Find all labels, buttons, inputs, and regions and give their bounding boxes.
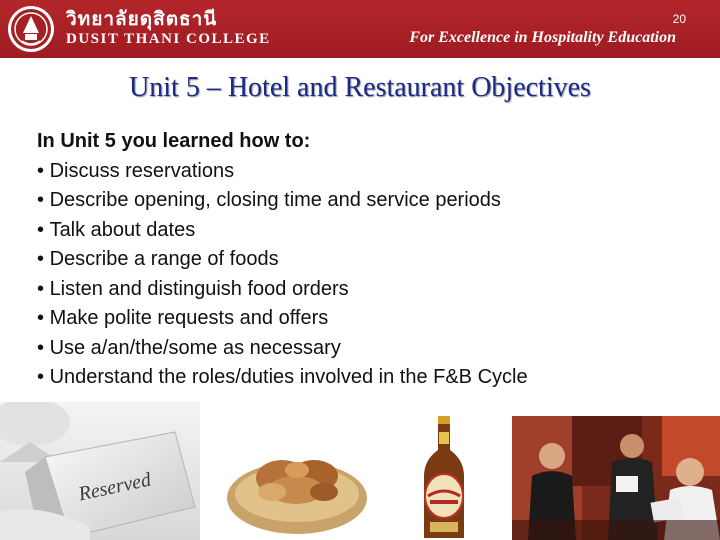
food-basket-photo	[222, 418, 372, 540]
beer-bottle-photo	[408, 414, 480, 540]
college-name-english: DUSIT THANI COLLEGE	[66, 31, 271, 47]
college-name-thai: วิทยาลัยดุสิตธานี	[66, 8, 218, 30]
bullet-item: • Discuss reservations	[37, 157, 697, 187]
college-slogan: For Excellence in Hospitality Education	[409, 29, 676, 46]
intro-text: In Unit 5 you learned how to:	[37, 130, 311, 152]
bullet-item: • Talk about dates	[37, 216, 697, 246]
page-number: 20	[672, 12, 686, 26]
bullet-item: • Understand the roles/duties involved in the F&B Cycle	[37, 363, 697, 393]
bullet-item: • Describe a range of foods	[37, 245, 697, 275]
college-crest-icon	[6, 3, 56, 55]
restaurant-diners-photo	[512, 416, 720, 540]
bullet-item: • Listen and distinguish food orders	[37, 275, 697, 305]
reserved-card-photo	[0, 402, 200, 540]
bullet-item: • Describe opening, closing time and service periods	[37, 186, 697, 216]
slide-title: Unit 5 – Hotel and Restaurant Objectives	[129, 72, 591, 103]
objectives-list	[37, 127, 697, 393]
reserved-card-text: Reserved	[76, 468, 153, 506]
bullet-item: • Use a/an/the/some as necessary	[37, 334, 697, 364]
header-banner	[0, 0, 720, 58]
bullet-item: • Make polite requests and offers	[37, 304, 697, 334]
